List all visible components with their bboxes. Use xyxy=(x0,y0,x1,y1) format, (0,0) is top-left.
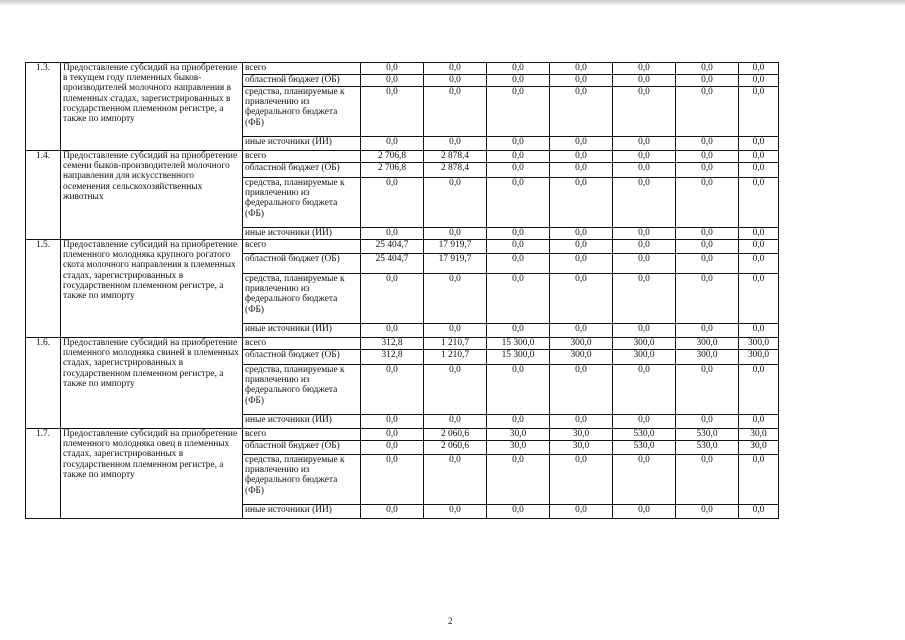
value-cell: 1 210,7 xyxy=(424,350,487,365)
table-row xyxy=(26,338,779,350)
value-cell: 0,0 xyxy=(550,274,613,324)
value-cell: 0,0 xyxy=(613,455,676,505)
value-cell: 0,0 xyxy=(676,254,739,274)
value-cell: 300,0 xyxy=(676,350,739,365)
value-cell: 0,0 xyxy=(613,137,676,151)
value-cell: 0,0 xyxy=(361,429,424,441)
funding-source-federal: средства, планируемые к привлечению из федерального бюджета (ФБ) xyxy=(243,87,361,137)
value-cell: 17 919,7 xyxy=(424,240,487,254)
value-cell: 0,0 xyxy=(487,178,550,228)
value-cell: 15 300,0 xyxy=(487,350,550,365)
value-cell: 300,0 xyxy=(739,350,779,365)
value-cell: 0,0 xyxy=(487,254,550,274)
value-cell: 0,0 xyxy=(550,178,613,228)
funding-source-total: всего xyxy=(243,429,361,441)
value-cell: 2 878,4 xyxy=(424,151,487,163)
value-cell: 0,0 xyxy=(739,87,779,137)
value-cell: 0,0 xyxy=(487,274,550,324)
value-cell: 0,0 xyxy=(739,178,779,228)
value-cell: 0,0 xyxy=(613,365,676,415)
value-cell: 0,0 xyxy=(550,254,613,274)
value-cell: 0,0 xyxy=(739,240,779,254)
value-cell: 0,0 xyxy=(487,240,550,254)
table-row xyxy=(26,240,779,254)
value-cell: 0,0 xyxy=(613,151,676,163)
value-cell: 0,0 xyxy=(550,163,613,178)
value-cell: 0,0 xyxy=(487,137,550,151)
value-cell: 1 210,7 xyxy=(424,338,487,350)
value-cell: 530,0 xyxy=(676,441,739,455)
value-cell: 0,0 xyxy=(424,178,487,228)
value-cell: 0,0 xyxy=(550,75,613,87)
table-row xyxy=(26,429,779,441)
value-cell: 0,0 xyxy=(739,151,779,163)
funding-source-other: иные источники (ИИ) xyxy=(243,324,361,338)
value-cell: 0,0 xyxy=(676,240,739,254)
value-cell: 0,0 xyxy=(487,63,550,75)
value-cell: 300,0 xyxy=(613,338,676,350)
value-cell: 0,0 xyxy=(487,455,550,505)
row-description: Предоставление субсидий на приобретение семени быков-производителей молочного направления для искусственного осеменения сельскохозяйственных животных xyxy=(61,151,243,240)
row-description: Предоставление субсидий на приобретение племенного молодняка свиней в племенных стадах, зарегистрированных в государственном племенном регистре, а также по импорту xyxy=(61,338,243,429)
value-cell: 0,0 xyxy=(550,228,613,240)
value-cell: 0,0 xyxy=(739,455,779,505)
row-code: 1.5. xyxy=(26,240,61,338)
value-cell: 0,0 xyxy=(613,228,676,240)
value-cell: 0,0 xyxy=(676,178,739,228)
value-cell: 0,0 xyxy=(424,324,487,338)
value-cell: 0,0 xyxy=(424,274,487,324)
funding-source-other: иные источники (ИИ) xyxy=(243,137,361,151)
row-description: Предоставление субсидий на приобретение племенного молодняка крупного рогатого скота молочного направления в племенных стадах, зарегистрированных в государственном племенном регистре, а также по импорту xyxy=(61,240,243,338)
funding-source-regional: областной бюджет (ОБ) xyxy=(243,163,361,178)
value-cell: 0,0 xyxy=(487,365,550,415)
value-cell: 312,8 xyxy=(361,338,424,350)
value-cell: 30,0 xyxy=(550,429,613,441)
table-row xyxy=(26,63,779,75)
value-cell: 0,0 xyxy=(361,324,424,338)
value-cell: 30,0 xyxy=(739,441,779,455)
value-cell: 0,0 xyxy=(613,178,676,228)
value-cell: 0,0 xyxy=(676,365,739,415)
value-cell: 312,8 xyxy=(361,350,424,365)
value-cell: 0,0 xyxy=(487,151,550,163)
value-cell: 0,0 xyxy=(361,178,424,228)
row-code: 1.6. xyxy=(26,338,61,429)
value-cell: 0,0 xyxy=(487,87,550,137)
value-cell: 2 060,6 xyxy=(424,441,487,455)
funding-source-other: иные источники (ИИ) xyxy=(243,505,361,519)
value-cell: 0,0 xyxy=(424,415,487,429)
value-cell: 0,0 xyxy=(613,87,676,137)
value-cell: 0,0 xyxy=(361,365,424,415)
value-cell: 0,0 xyxy=(739,63,779,75)
funding-source-federal: средства, планируемые к привлечению из федерального бюджета (ФБ) xyxy=(243,365,361,415)
value-cell: 0,0 xyxy=(676,415,739,429)
value-cell: 0,0 xyxy=(550,505,613,519)
funding-source-federal: средства, планируемые к привлечению из федерального бюджета (ФБ) xyxy=(243,455,361,505)
value-cell: 0,0 xyxy=(550,87,613,137)
value-cell: 0,0 xyxy=(487,163,550,178)
table-body xyxy=(26,63,779,519)
value-cell: 0,0 xyxy=(613,324,676,338)
funding-source-federal: средства, планируемые к привлечению из федерального бюджета (ФБ) xyxy=(243,274,361,324)
value-cell: 0,0 xyxy=(361,441,424,455)
value-cell: 0,0 xyxy=(550,240,613,254)
value-cell: 530,0 xyxy=(613,429,676,441)
value-cell: 0,0 xyxy=(676,137,739,151)
table-row xyxy=(26,151,779,163)
value-cell: 0,0 xyxy=(550,151,613,163)
funding-source-total: всего xyxy=(243,63,361,75)
value-cell: 0,0 xyxy=(613,163,676,178)
funding-source-total: всего xyxy=(243,240,361,254)
value-cell: 0,0 xyxy=(676,75,739,87)
value-cell: 0,0 xyxy=(487,75,550,87)
value-cell: 0,0 xyxy=(676,163,739,178)
value-cell: 0,0 xyxy=(613,254,676,274)
value-cell: 0,0 xyxy=(361,415,424,429)
page-number: 2 xyxy=(448,616,453,626)
value-cell: 0,0 xyxy=(613,240,676,254)
value-cell: 2 706,8 xyxy=(361,163,424,178)
value-cell: 0,0 xyxy=(739,415,779,429)
value-cell: 0,0 xyxy=(613,63,676,75)
value-cell: 0,0 xyxy=(361,505,424,519)
value-cell: 0,0 xyxy=(613,415,676,429)
value-cell: 0,0 xyxy=(550,455,613,505)
funding-source-total: всего xyxy=(243,338,361,350)
value-cell: 17 919,7 xyxy=(424,254,487,274)
value-cell: 0,0 xyxy=(424,87,487,137)
value-cell: 0,0 xyxy=(487,505,550,519)
value-cell: 0,0 xyxy=(739,324,779,338)
value-cell: 0,0 xyxy=(739,365,779,415)
value-cell: 30,0 xyxy=(487,429,550,441)
value-cell: 0,0 xyxy=(550,365,613,415)
value-cell: 0,0 xyxy=(361,63,424,75)
value-cell: 0,0 xyxy=(424,75,487,87)
value-cell: 30,0 xyxy=(487,441,550,455)
value-cell: 0,0 xyxy=(361,274,424,324)
row-code: 1.3. xyxy=(26,63,61,151)
funding-source-regional: областной бюджет (ОБ) xyxy=(243,441,361,455)
funding-source-federal: средства, планируемые к привлечению из федерального бюджета (ФБ) xyxy=(243,178,361,228)
scan-edge xyxy=(0,0,905,6)
value-cell: 0,0 xyxy=(424,63,487,75)
value-cell: 0,0 xyxy=(487,228,550,240)
value-cell: 300,0 xyxy=(550,338,613,350)
value-cell: 0,0 xyxy=(739,274,779,324)
row-description: Предоставление субсидий на приобретение в текущем году племенных быков-производителей молочного направления в племенных стадах, зарегистрированных в государственном племенном регистре, а также по импорту xyxy=(61,63,243,151)
value-cell: 0,0 xyxy=(676,324,739,338)
value-cell: 0,0 xyxy=(487,415,550,429)
value-cell: 25 404,7 xyxy=(361,240,424,254)
value-cell: 0,0 xyxy=(739,254,779,274)
value-cell: 300,0 xyxy=(739,338,779,350)
value-cell: 30,0 xyxy=(550,441,613,455)
value-cell: 0,0 xyxy=(676,274,739,324)
value-cell: 0,0 xyxy=(424,505,487,519)
value-cell: 0,0 xyxy=(361,228,424,240)
value-cell: 0,0 xyxy=(550,63,613,75)
value-cell: 0,0 xyxy=(361,87,424,137)
value-cell: 0,0 xyxy=(424,455,487,505)
value-cell: 2 060,6 xyxy=(424,429,487,441)
value-cell: 530,0 xyxy=(676,429,739,441)
value-cell: 0,0 xyxy=(613,274,676,324)
value-cell: 0,0 xyxy=(739,163,779,178)
funding-source-other: иные источники (ИИ) xyxy=(243,415,361,429)
row-code: 1.4. xyxy=(26,151,61,240)
funding-source-total: всего xyxy=(243,151,361,163)
value-cell: 15 300,0 xyxy=(487,338,550,350)
value-cell: 0,0 xyxy=(676,505,739,519)
value-cell: 2 706,8 xyxy=(361,151,424,163)
value-cell: 30,0 xyxy=(739,429,779,441)
funding-source-regional: областной бюджет (ОБ) xyxy=(243,350,361,365)
value-cell: 0,0 xyxy=(613,75,676,87)
value-cell: 0,0 xyxy=(550,137,613,151)
value-cell: 0,0 xyxy=(613,505,676,519)
value-cell: 300,0 xyxy=(676,338,739,350)
value-cell: 0,0 xyxy=(361,455,424,505)
value-cell: 530,0 xyxy=(613,441,676,455)
funding-source-regional: областной бюджет (ОБ) xyxy=(243,75,361,87)
value-cell: 0,0 xyxy=(361,75,424,87)
value-cell: 0,0 xyxy=(676,63,739,75)
value-cell: 0,0 xyxy=(487,324,550,338)
row-code: 1.7. xyxy=(26,429,61,519)
funding-source-other: иные источники (ИИ) xyxy=(243,228,361,240)
value-cell: 300,0 xyxy=(550,350,613,365)
funding-source-regional: областной бюджет (ОБ) xyxy=(243,254,361,274)
value-cell: 0,0 xyxy=(676,151,739,163)
value-cell: 0,0 xyxy=(739,75,779,87)
value-cell: 0,0 xyxy=(361,137,424,151)
value-cell: 2 878,4 xyxy=(424,163,487,178)
value-cell: 0,0 xyxy=(676,228,739,240)
value-cell: 0,0 xyxy=(424,365,487,415)
value-cell: 300,0 xyxy=(613,350,676,365)
value-cell: 0,0 xyxy=(739,137,779,151)
value-cell: 0,0 xyxy=(550,415,613,429)
row-description: Предоставление субсидий на приобретение племенного молодняка овец в племенных стадах, зарегистрированных в государственном племенном регистре, а также по импорту xyxy=(61,429,243,519)
value-cell: 0,0 xyxy=(676,87,739,137)
value-cell: 25 404,7 xyxy=(361,254,424,274)
value-cell: 0,0 xyxy=(676,455,739,505)
value-cell: 0,0 xyxy=(550,324,613,338)
value-cell: 0,0 xyxy=(424,137,487,151)
budget-table xyxy=(25,62,779,519)
value-cell: 0,0 xyxy=(424,228,487,240)
value-cell: 0,0 xyxy=(739,505,779,519)
value-cell: 0,0 xyxy=(739,228,779,240)
